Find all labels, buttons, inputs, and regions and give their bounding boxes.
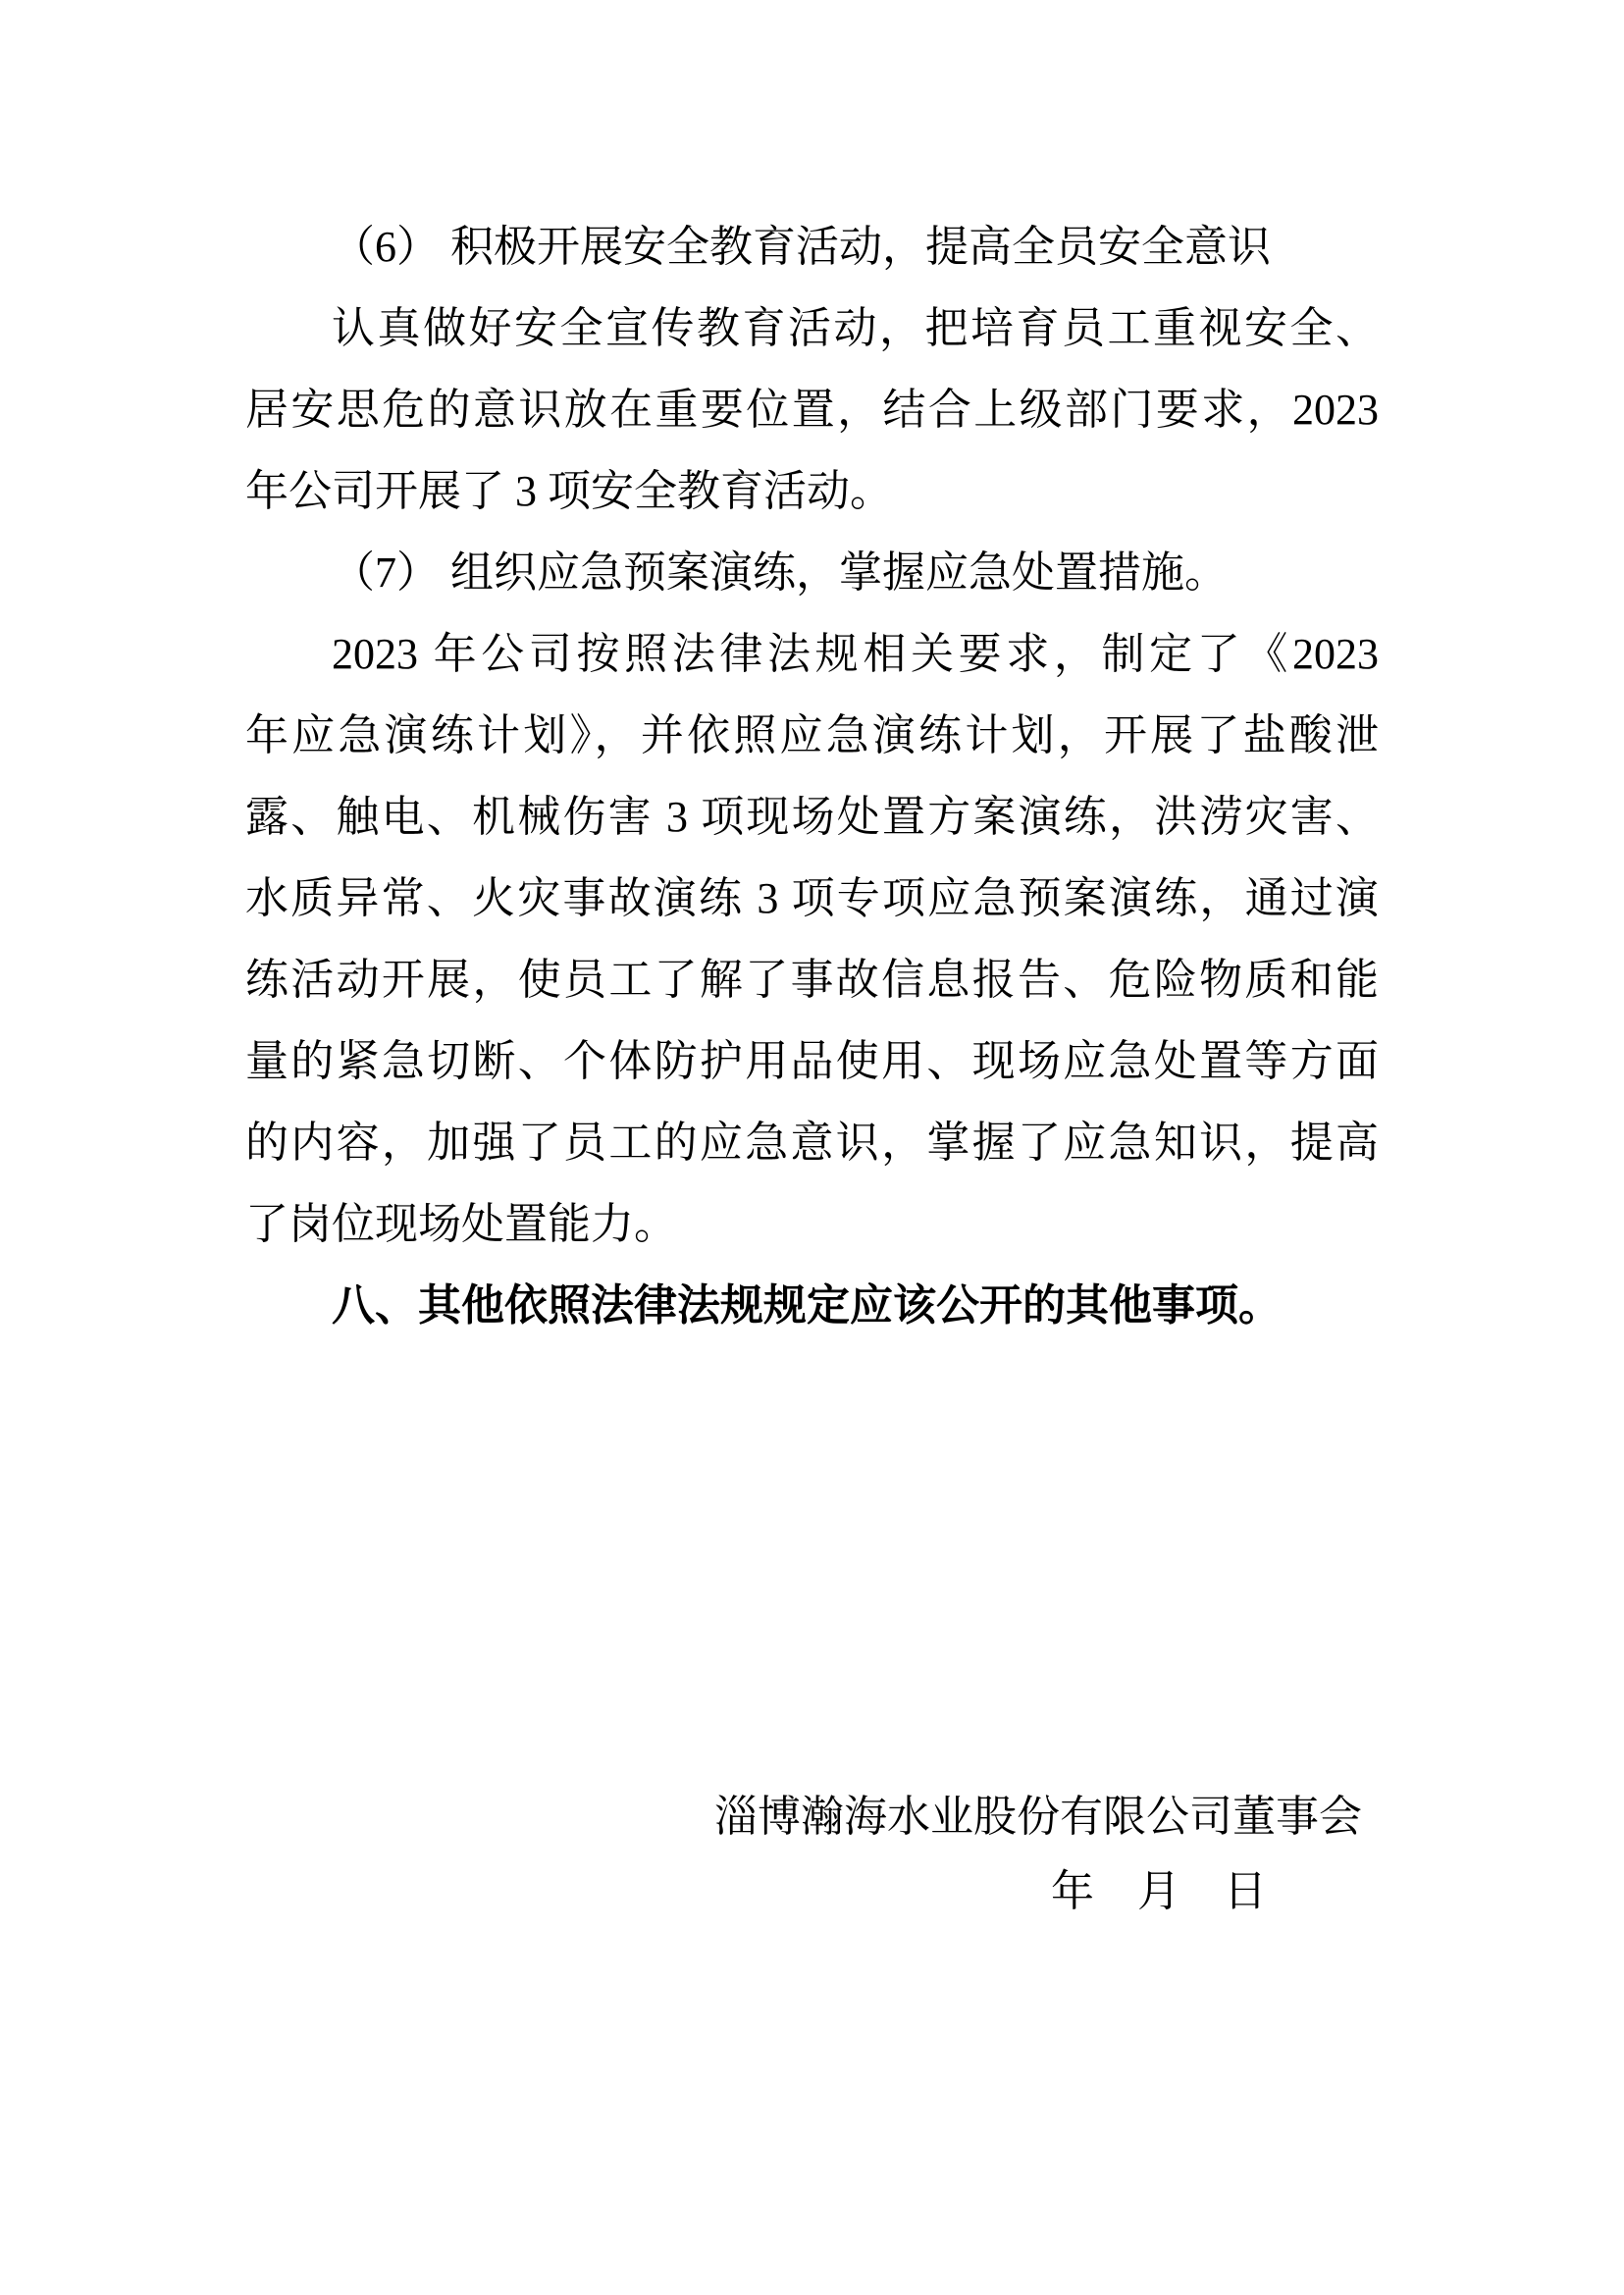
signature-block — [0, 1780, 1624, 1929]
body-line-7: 年应急演练计划》，并依照应急演练计划，开展了盐酸泄 — [245, 711, 1379, 759]
signature-date-line: 年 月 日 — [1051, 1867, 1267, 1915]
body-line-8: 露、触电、机械伤害 3 项现场处置方案演练，洪涝灾害、 — [245, 793, 1379, 841]
body-line-2: 认真做好安全宣传教育活动，把培育员工重视安全、 — [332, 304, 1379, 352]
body-line-5: （7） 组织应急预案演练，掌握应急处置措施。 — [332, 548, 1228, 597]
body-line-4: 年公司开展了 3 项安全教育活动。 — [245, 467, 893, 515]
body-line-13: 了岗位现场处置能力。 — [245, 1200, 677, 1248]
body-line-12: 的内容，加强了员工的应急意识，掌握了应急知识，提高 — [245, 1119, 1379, 1167]
section-heading: 八、其他依照法律法规规定应该公开的其他事项。 — [332, 1281, 1282, 1330]
body-line-6: 2023 年公司按照法律法规相关要求，制定了《2023 — [332, 630, 1379, 678]
body-line-10: 练活动开展，使员工了解了事故信息报告、危险物质和能 — [245, 956, 1379, 1004]
body-line-11: 量的紧急切断、个体防护用品使用、现场应急处置等方面 — [245, 1037, 1379, 1085]
signature-company-line: 淄博瀚海水业股份有限公司董事会 — [714, 1793, 1362, 1841]
body-line-9: 水质异常、火灾事故演练 3 项专项应急预案演练，通过演 — [245, 874, 1379, 922]
body-line-3: 居安思危的意识放在重要位置，结合上级部门要求，2023 — [245, 386, 1379, 434]
body-line-1: （6） 积极开展安全教育活动，提高全员安全意识 — [332, 223, 1271, 271]
